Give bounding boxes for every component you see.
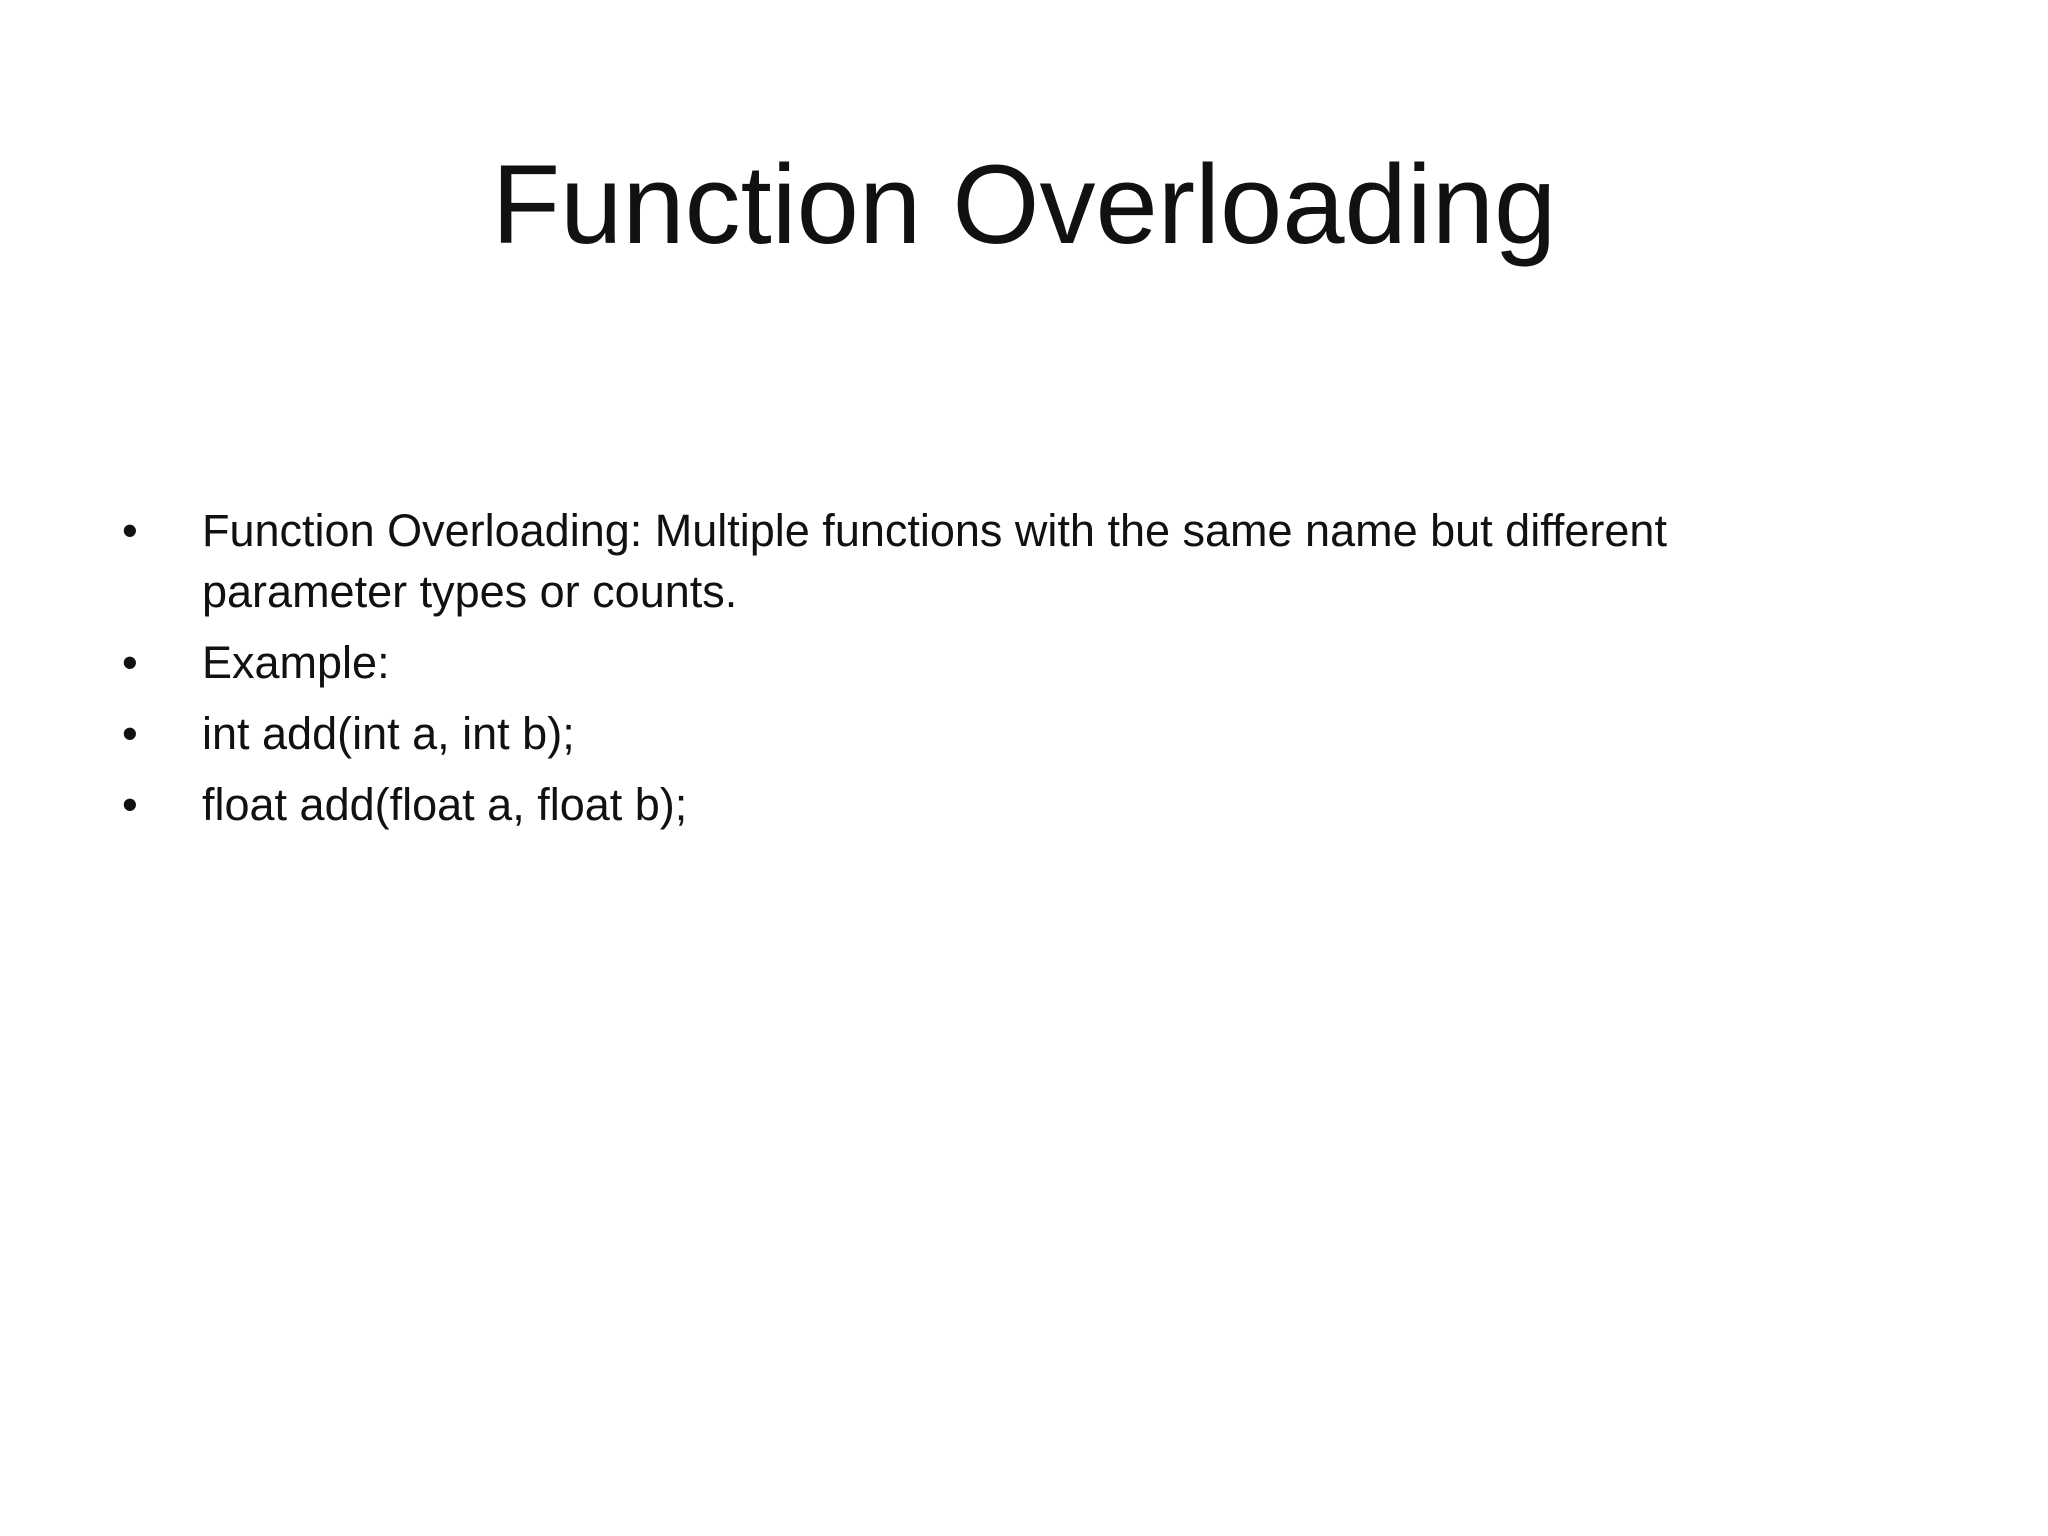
slide-title: Function Overloading <box>491 142 1557 267</box>
bullet-text: Function Overloading: Multiple functions with the same name but different parameter types or counts. <box>202 505 1667 617</box>
bullet-text: Example: <box>202 637 390 688</box>
bullet-item <box>122 774 1822 835</box>
bullet-item <box>122 632 1822 693</box>
bullet-item <box>122 500 1822 622</box>
bullet-icon: • <box>122 505 138 556</box>
bullet-item <box>122 703 1822 764</box>
bullet-icon: • <box>122 637 138 688</box>
bullet-text: float add(float a, float b); <box>202 779 688 830</box>
bullet-list <box>122 500 1822 845</box>
bullet-icon: • <box>122 708 138 759</box>
bullet-icon: • <box>122 779 138 830</box>
bullet-text: int add(int a, int b); <box>202 708 575 759</box>
